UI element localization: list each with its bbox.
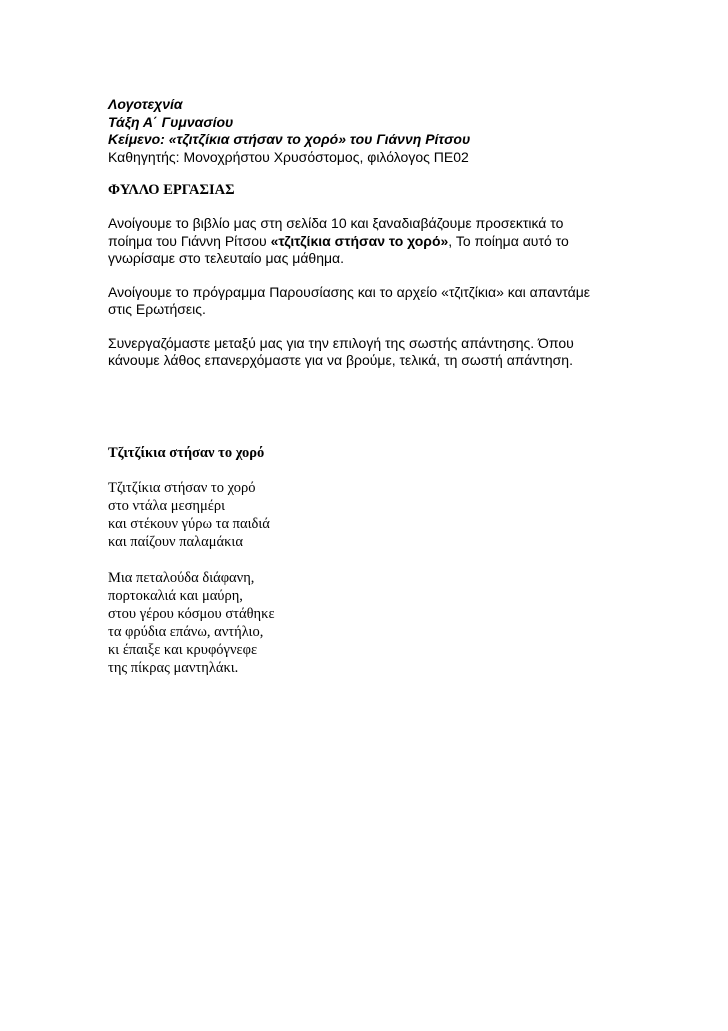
worksheet-title: ΦΥΛΛΟ ΕΡΓΑΣΙΑΣ bbox=[108, 182, 235, 198]
instruction-line bbox=[108, 233, 628, 251]
poem-stanza-2 bbox=[108, 569, 628, 677]
poem-stanza-1 bbox=[108, 479, 628, 551]
teacher-label: Καθηγητής: Μονοχρήστου Χρυσόστομος, φιλόλογος ΠΕ02 bbox=[108, 148, 469, 165]
poem-line: πορτοκαλιά και μαύρη, bbox=[108, 587, 243, 604]
poem-reference: «τζιτζίκια στήσαν το χορό» bbox=[270, 232, 449, 249]
instruction-text: ποίημα του Γιάννη Ρίτσου bbox=[108, 232, 271, 249]
instruction-paragraph-1 bbox=[108, 215, 628, 268]
text-title: «τζιτζίκια στήσαν το χορό» του Γιάννη Ρίτσου bbox=[168, 131, 471, 147]
poem-line: και παίζουν παλαμάκια bbox=[108, 533, 243, 550]
poem-line: της πίκρας μαντηλάκι. bbox=[108, 659, 239, 676]
instruction-line: γνωρίσαμε στο τελευταίο μας μάθημα. bbox=[108, 250, 345, 266]
poem-line: και στέκουν γύρω τα παιδιά bbox=[108, 515, 270, 532]
instruction-line: Ανοίγουμε το βιβλίο μας στη σελίδα 10 και ξαναδιαβάζουμε προσεκτικά το bbox=[108, 215, 564, 231]
document-header bbox=[108, 96, 628, 166]
instruction-paragraph-3 bbox=[108, 335, 628, 370]
instruction-line: στις Ερωτήσεις. bbox=[108, 301, 206, 317]
subject-label: Λογοτεχνία bbox=[108, 96, 183, 112]
instruction-line: Ανοίγουμε το πρόγραμμα Παρουσίασης και το αρχείο «τζιτζίκια» και απαντάμε bbox=[108, 283, 591, 300]
poem-line: κι έπαιξε και κρυφόγνεφε bbox=[108, 641, 258, 658]
grade-label: Τάξη Α΄ Γυμνασίου bbox=[108, 113, 234, 130]
poem-line: Μια πεταλούδα διάφανη, bbox=[108, 569, 255, 586]
instruction-paragraph-2 bbox=[108, 284, 628, 319]
text-prefix: Κείμενο: bbox=[108, 131, 169, 147]
instruction-line: κάνουμε λάθος επανερχόμαστε για να βρούμε, τελικά, τη σωστή απάντηση. bbox=[108, 352, 573, 368]
text-title-line bbox=[108, 131, 628, 149]
poem-line: στου γέρου κόσμου στάθηκε bbox=[108, 605, 275, 622]
instruction-line: Συνεργαζόμαστε μεταξύ μας για την επιλογή της σωστής απάντησης. Όπου bbox=[108, 334, 574, 351]
poem-line: Τζιτζίκια στήσαν το χορό bbox=[108, 479, 256, 496]
document-page bbox=[108, 96, 628, 677]
poem-line: στο ντάλα μεσημέρι bbox=[108, 497, 226, 514]
instruction-text: , Το ποίημα αυτό το bbox=[448, 232, 569, 249]
poem-title: Τζιτζίκια στήσαν το χορό bbox=[108, 444, 265, 461]
poem-line: τα φρύδια επάνω, αντήλιο, bbox=[108, 623, 264, 640]
